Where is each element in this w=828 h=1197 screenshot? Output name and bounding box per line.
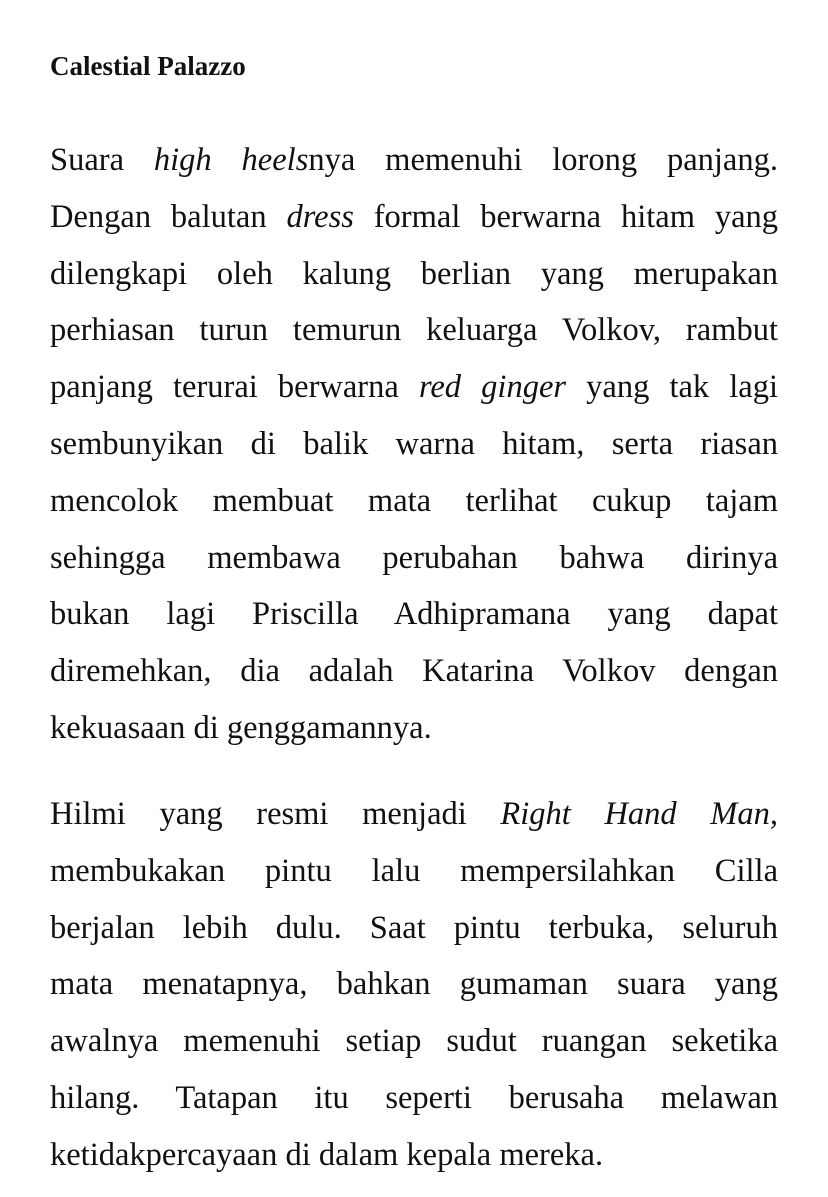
paragraph-2 bbox=[50, 786, 778, 1184]
text-line: perhiasan turun temurun keluarga Volkov, rambut bbox=[50, 312, 778, 349]
text-line: awalnya memenuhi setiap sudut ruangan seketika bbox=[50, 1023, 778, 1060]
text-line: ketidakpercayaan di dalam kepala mereka. bbox=[50, 1136, 604, 1173]
text-line: Dengan balutan dress formal berwarna hitam yang bbox=[50, 198, 779, 235]
text-line: sembunyikan di balik warna hitam, serta riasan bbox=[50, 425, 778, 462]
text-line: panjang terurai berwarna red ginger yang tak lagi bbox=[50, 369, 778, 406]
text-line: hilang. Tatapan itu seperti berusaha melawan bbox=[50, 1079, 778, 1116]
text-line: membukakan pintu lalu mempersilahkan Cilla bbox=[50, 852, 778, 889]
text-line: dilengkapi oleh kalung berlian yang merupakan bbox=[50, 255, 778, 292]
text-line: bukan lagi Priscilla Adhipramana yang dapat bbox=[50, 596, 778, 633]
text-line: sehingga membawa perubahan bahwa dirinya bbox=[50, 539, 778, 576]
text-line: kekuasaan di genggamannya. bbox=[50, 709, 432, 746]
paragraph-1 bbox=[50, 132, 778, 757]
text-line: diremehkan, dia adalah Katarina Volkov dengan bbox=[50, 653, 778, 690]
text-line: Suara high heelsnya memenuhi lorong panjang. bbox=[50, 142, 778, 178]
text-line: berjalan lebih dulu. Saat pintu terbuka, seluruh bbox=[50, 909, 778, 946]
chapter-title: Calestial Palazzo bbox=[50, 51, 246, 81]
text-line: mencolok membuat mata terlihat cukup tajam bbox=[50, 482, 778, 519]
text-line: Hilmi yang resmi menjadi Right Hand Man, bbox=[50, 796, 778, 832]
text-line: mata menatapnya, bahkan gumaman suara yang bbox=[50, 966, 778, 1003]
